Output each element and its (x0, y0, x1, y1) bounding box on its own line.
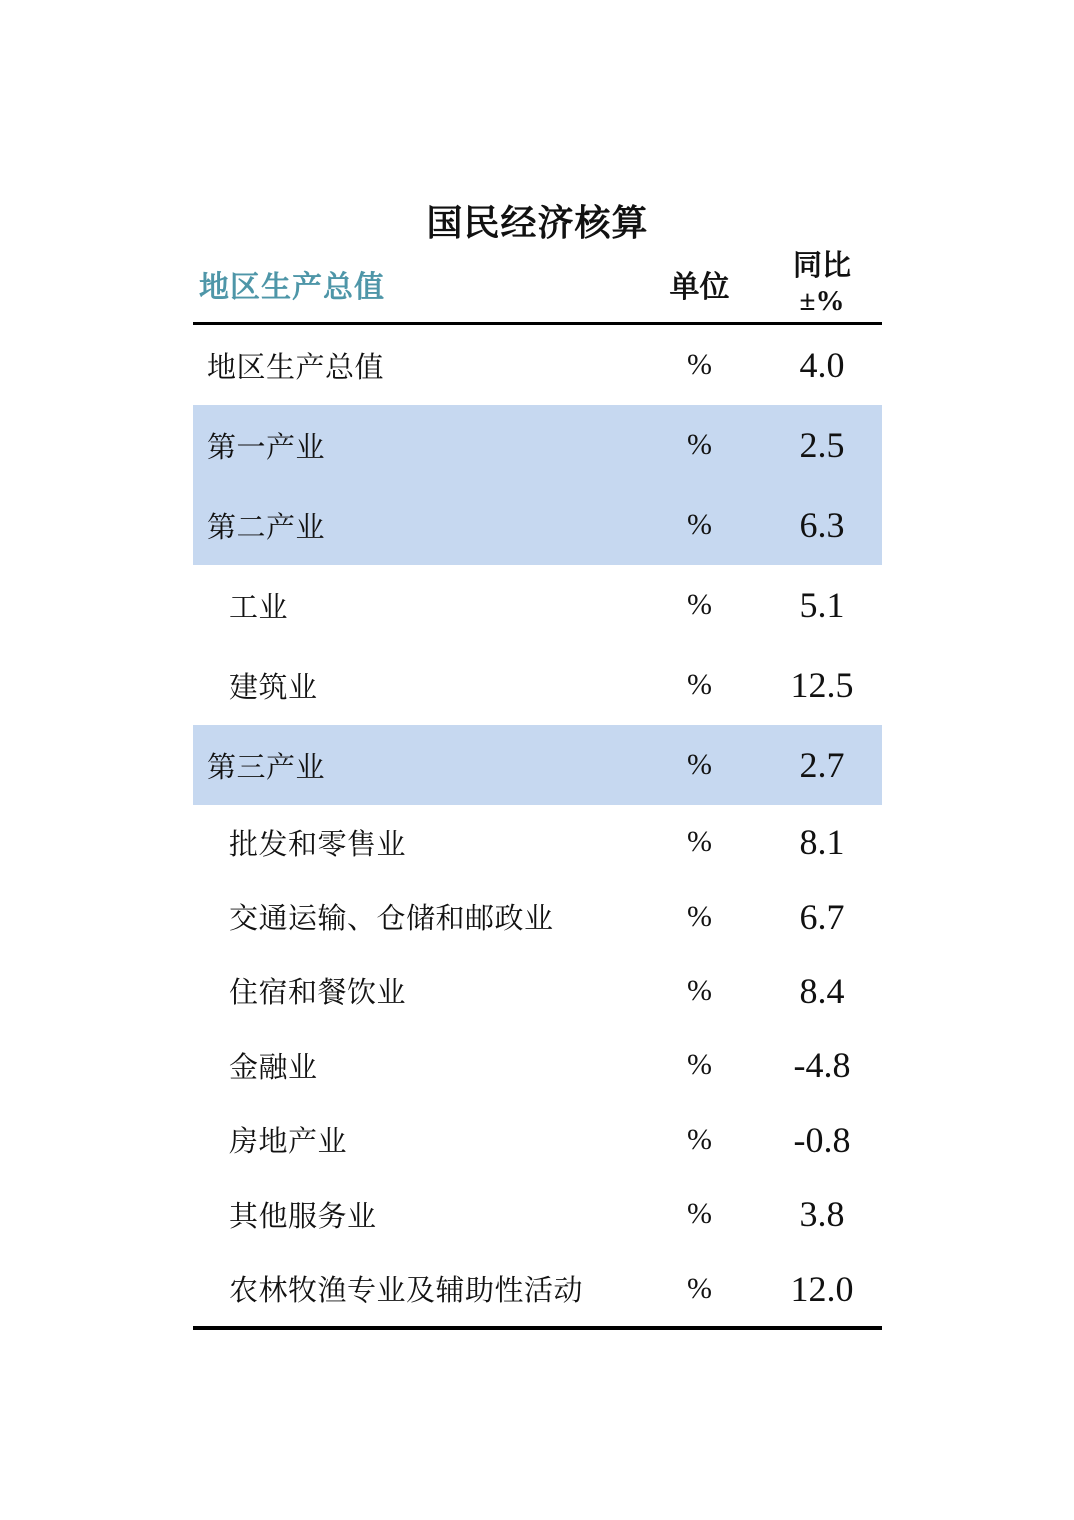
table-row (193, 879, 882, 953)
row-unit: % (687, 899, 712, 933)
row-unit: % (687, 1271, 712, 1305)
row-label: 交通运输、仓储和邮政业 (229, 903, 554, 936)
table-row (193, 645, 882, 725)
table-row (193, 485, 882, 565)
row-label: 房地产业 (229, 1126, 348, 1159)
row-value: 8.4 (799, 970, 845, 1011)
table-body (193, 325, 882, 1330)
table-header (193, 246, 882, 325)
row-unit: % (687, 428, 712, 461)
row-unit: % (687, 508, 712, 541)
row-unit: % (687, 748, 712, 781)
row-value: 2.7 (799, 745, 845, 785)
table-row (193, 954, 882, 1028)
row-label: 工业 (229, 591, 289, 624)
row-value: 4.0 (799, 345, 845, 385)
header-yoy-line1: 同比 (792, 249, 851, 282)
row-label: 住宿和餐饮业 (229, 977, 407, 1010)
row-unit: % (687, 825, 712, 859)
row-value: 12.0 (790, 1268, 854, 1309)
row-value: 6.3 (799, 505, 845, 545)
table-row (193, 405, 882, 485)
page-title: 国民经济核算 (426, 202, 649, 243)
row-label: 第三产业 (207, 751, 326, 784)
row-value: 2.5 (799, 425, 845, 465)
row-label: 第二产业 (207, 511, 326, 544)
row-value: 5.1 (799, 585, 845, 625)
row-unit: % (687, 973, 712, 1007)
row-unit: % (687, 668, 712, 701)
header-indicator-label: 地区生产总值 (199, 271, 385, 304)
header-yoy-label (762, 249, 882, 320)
row-value: 6.7 (799, 896, 845, 937)
row-unit: % (687, 588, 712, 621)
table-row (193, 1177, 882, 1251)
row-label: 农林牧渔专业及辅助性活动 (229, 1275, 584, 1308)
row-label: 批发和零售业 (229, 828, 407, 861)
row-value: 3.8 (799, 1194, 845, 1235)
table-row (193, 725, 882, 805)
table-row (193, 1103, 882, 1177)
row-value: 12.5 (790, 665, 854, 705)
table-row (193, 1251, 882, 1325)
row-label: 建筑业 (229, 671, 318, 704)
row-unit: % (687, 1122, 712, 1156)
header-yoy-line2: ±% (799, 285, 845, 317)
row-label: 第一产业 (207, 431, 326, 464)
row-unit: % (687, 1048, 712, 1082)
row-value: 8.1 (799, 822, 845, 863)
table-row (193, 325, 882, 405)
row-value: -0.8 (793, 1119, 851, 1160)
national-accounts-document (193, 200, 882, 1330)
header-unit-label: 单位 (669, 271, 730, 304)
row-unit: % (687, 348, 712, 381)
row-value: -4.8 (793, 1045, 851, 1086)
row-label: 其他服务业 (229, 1200, 377, 1233)
table-row (193, 1028, 882, 1102)
table-row (193, 565, 882, 645)
row-label: 金融业 (229, 1051, 318, 1084)
table-row (193, 805, 882, 879)
row-label: 地区生产总值 (207, 351, 385, 384)
row-unit: % (687, 1197, 712, 1231)
